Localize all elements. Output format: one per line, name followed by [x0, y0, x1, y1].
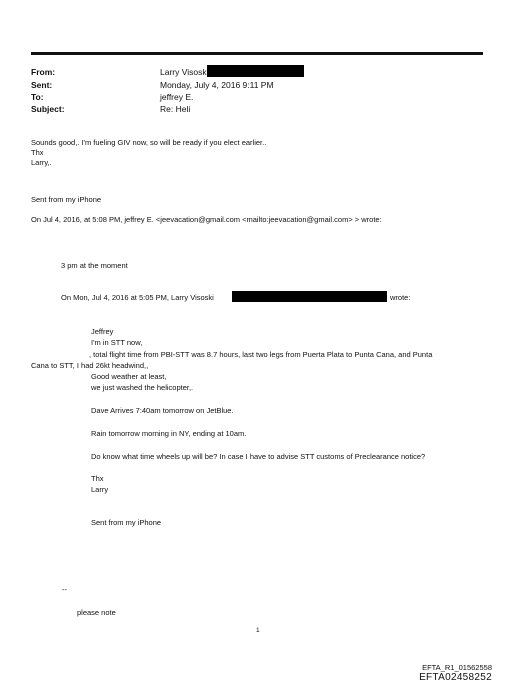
subject-value: Re: Heli: [160, 104, 191, 114]
quote-line: , total flight time from PBI-STT was 8.7 hours, last two legs from Puerta Plata to Punta Cana, and Punta: [89, 350, 433, 359]
bates-number: EFTA02458252: [419, 672, 492, 683]
quote-line: Dave Arrives 7:40am tomorrow on JetBlue.: [91, 406, 234, 415]
redaction-bar: [232, 291, 387, 302]
page-number: 1: [256, 627, 260, 634]
quote-line: we just washed the helicopter,.: [91, 383, 194, 392]
quote-body: 3 pm at the moment: [61, 261, 128, 270]
body-line: Thx: [31, 148, 44, 157]
sent-from: Sent from my iPhone: [31, 195, 102, 204]
quote-line: Good weather at least,: [91, 372, 167, 381]
subject-label: Subject:: [31, 104, 65, 114]
quote-header: On Mon, Jul 4, 2016 at 5:05 PM, Larry Visoski: [61, 293, 214, 302]
header-rule: [31, 52, 483, 55]
quote-line: Larry: [91, 485, 109, 494]
bates-number: EFTA_R1_01562558: [422, 663, 492, 672]
sent-label: Sent:: [31, 80, 53, 90]
to-label: To:: [31, 92, 44, 102]
sent-from: Sent from my iPhone: [91, 518, 162, 527]
quote-line: Rain tomorrow morning in NY, ending at 10am.: [91, 429, 247, 438]
signature-dashes: --: [62, 585, 67, 594]
quote-line: Jeffrey: [91, 327, 114, 336]
sent-value: Monday, July 4, 2016 9:11 PM: [160, 80, 274, 90]
body-line: Sounds good,. I'm fueling GIV now, so will be ready if you elect earlier..: [31, 138, 267, 147]
please-note: please note: [77, 608, 116, 617]
from-value: Larry Visosk: [160, 67, 207, 77]
quote-line: Do know what time wheels up will be? In case I have to advise STT customs of Preclearance notice?: [91, 452, 426, 461]
quote-line: I'm in STT now,: [91, 338, 143, 347]
quote-line: Thx: [91, 474, 104, 483]
redaction-bar: [207, 65, 304, 77]
quote-line: Cana to STT, I had 26kt headwind,,: [31, 361, 149, 370]
body-line: Larry,.: [31, 158, 52, 167]
quote-header-end: wrote:: [390, 293, 411, 302]
from-label: From:: [31, 67, 56, 77]
to-value: jeffrey E.: [160, 92, 194, 102]
quote-header: On Jul 4, 2016, at 5:08 PM, jeffrey E. <jeevacation@gmail.com <mailto:jeevacation@gmail.com> > wrote:: [31, 215, 382, 224]
